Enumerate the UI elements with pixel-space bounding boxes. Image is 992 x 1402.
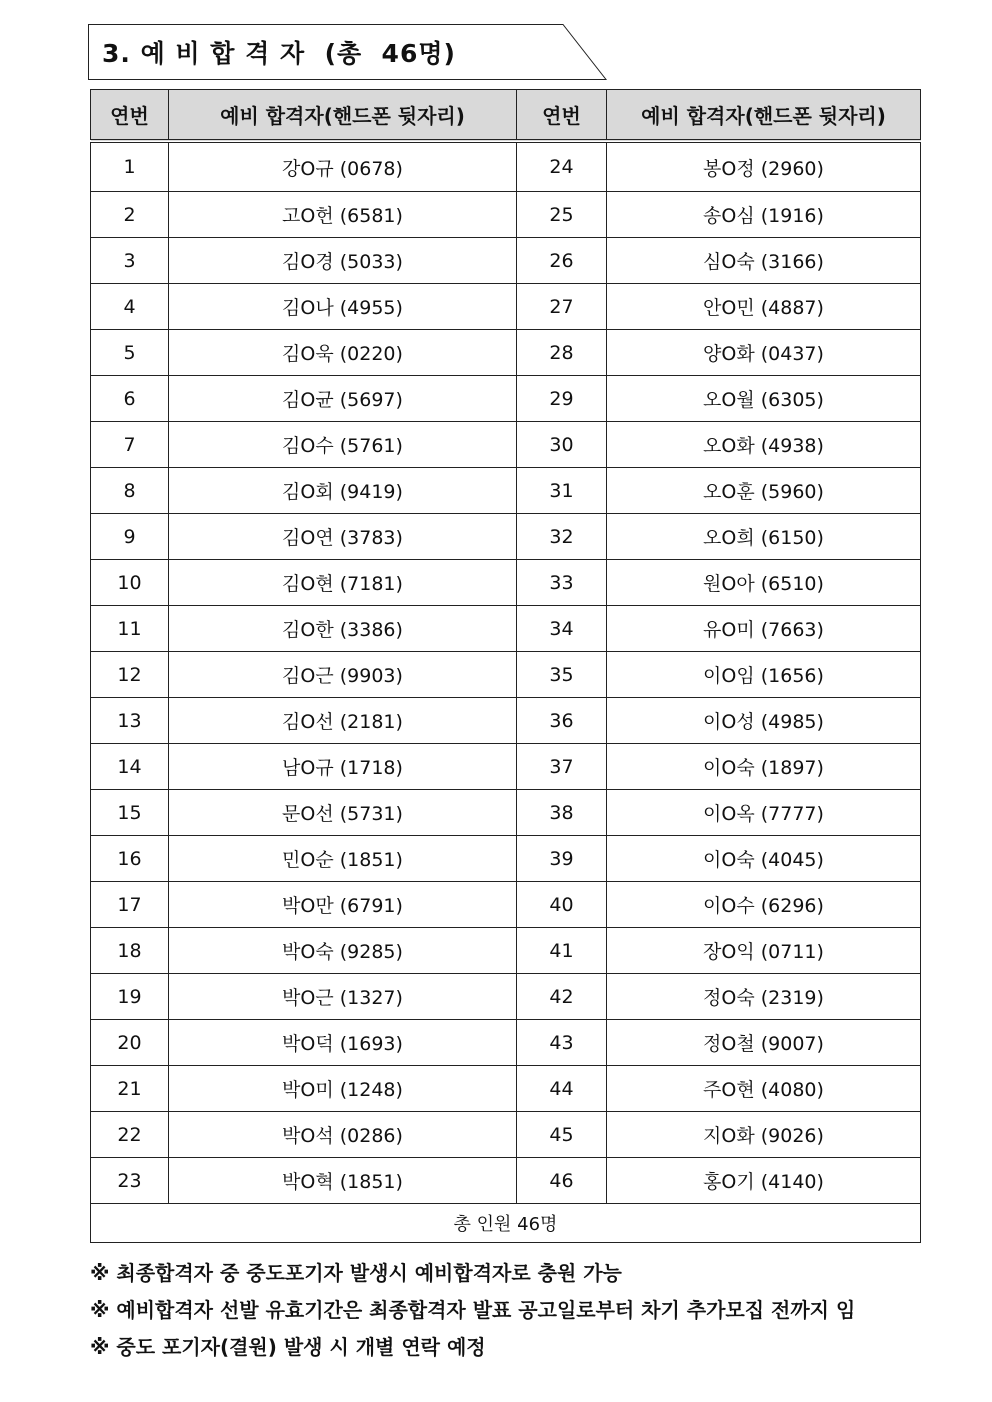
table-row <box>91 790 921 836</box>
table-row <box>91 192 921 238</box>
row-no-right: 25 <box>517 192 607 238</box>
row-no-left: 19 <box>91 974 169 1020</box>
row-name-left: 고O헌 (6581) <box>169 192 517 238</box>
row-name-left: 김O균 (5697) <box>169 376 517 422</box>
header-no-right: 연번 <box>517 90 607 142</box>
row-name-right: 이O임 (1656) <box>607 652 921 698</box>
row-name-left: 박O석 (0286) <box>169 1112 517 1158</box>
row-name-left: 김O욱 (0220) <box>169 330 517 376</box>
row-name-right: 심O숙 (3166) <box>607 238 921 284</box>
row-no-left: 5 <box>91 330 169 376</box>
row-no-left: 17 <box>91 882 169 928</box>
table-row <box>91 882 921 928</box>
table-row <box>91 141 921 192</box>
row-name-right: 원O아 (6510) <box>607 560 921 606</box>
row-no-right: 31 <box>517 468 607 514</box>
notes <box>90 1255 970 1366</box>
row-no-left: 14 <box>91 744 169 790</box>
row-name-left: 문O선 (5731) <box>169 790 517 836</box>
row-no-left: 18 <box>91 928 169 974</box>
row-no-left: 10 <box>91 560 169 606</box>
row-name-left: 김O수 (5761) <box>169 422 517 468</box>
row-no-right: 39 <box>517 836 607 882</box>
table-row <box>91 606 921 652</box>
row-no-right: 38 <box>517 790 607 836</box>
row-no-right: 44 <box>517 1066 607 1112</box>
note-item: ※ 중도 포기자(결원) 발생 시 개별 연락 예정 <box>90 1335 486 1359</box>
row-no-left: 6 <box>91 376 169 422</box>
table-row <box>91 422 921 468</box>
table-row <box>91 468 921 514</box>
row-no-left: 21 <box>91 1066 169 1112</box>
row-no-right: 43 <box>517 1020 607 1066</box>
row-name-left: 박O덕 (1693) <box>169 1020 517 1066</box>
row-name-right: 오O월 (6305) <box>607 376 921 422</box>
table-row <box>91 744 921 790</box>
row-name-left: 강O규 (0678) <box>169 141 517 192</box>
table-row <box>91 698 921 744</box>
header-no-left: 연번 <box>91 90 169 142</box>
row-name-right: 이O숙 (1897) <box>607 744 921 790</box>
row-name-right: 정O숙 (2319) <box>607 974 921 1020</box>
row-no-right: 30 <box>517 422 607 468</box>
row-no-left: 23 <box>91 1158 169 1204</box>
header-name-right: 예비 합격자(핸드폰 뒷자리) <box>607 90 921 142</box>
table-row <box>91 514 921 560</box>
row-no-right: 28 <box>517 330 607 376</box>
row-no-left: 1 <box>91 141 169 192</box>
row-no-left: 15 <box>91 790 169 836</box>
section-title-box <box>88 24 608 80</box>
row-name-right: 오O훈 (5960) <box>607 468 921 514</box>
row-no-right: 42 <box>517 974 607 1020</box>
row-no-left: 8 <box>91 468 169 514</box>
row-name-left: 박O미 (1248) <box>169 1066 517 1112</box>
row-name-left: 남O규 (1718) <box>169 744 517 790</box>
row-name-left: 김O경 (5033) <box>169 238 517 284</box>
row-name-right: 오O화 (4938) <box>607 422 921 468</box>
table-row <box>91 330 921 376</box>
row-no-left: 7 <box>91 422 169 468</box>
row-no-right: 45 <box>517 1112 607 1158</box>
row-name-left: 박O근 (1327) <box>169 974 517 1020</box>
table-row <box>91 1066 921 1112</box>
table-row <box>91 652 921 698</box>
row-name-right: 봉O정 (2960) <box>607 141 921 192</box>
row-name-right: 송O심 (1916) <box>607 192 921 238</box>
row-no-right: 26 <box>517 238 607 284</box>
row-name-right: 이O성 (4985) <box>607 698 921 744</box>
table-row <box>91 1112 921 1158</box>
table-row <box>91 560 921 606</box>
row-no-left: 2 <box>91 192 169 238</box>
row-no-left: 22 <box>91 1112 169 1158</box>
row-no-left: 3 <box>91 238 169 284</box>
row-name-left: 박O만 (6791) <box>169 882 517 928</box>
table-row <box>91 836 921 882</box>
row-no-left: 4 <box>91 284 169 330</box>
note-item: ※ 최종합격자 중 중도포기자 발생시 예비합격자로 충원 가능 <box>90 1261 622 1285</box>
header-name-left: 예비 합격자(핸드폰 뒷자리) <box>169 90 517 142</box>
row-name-left: 김O현 (7181) <box>169 560 517 606</box>
row-name-right: 이O숙 (4045) <box>607 836 921 882</box>
row-no-left: 20 <box>91 1020 169 1066</box>
row-no-right: 37 <box>517 744 607 790</box>
row-no-right: 41 <box>517 928 607 974</box>
table-row <box>91 974 921 1020</box>
row-no-right: 40 <box>517 882 607 928</box>
row-no-left: 13 <box>91 698 169 744</box>
row-name-left: 김O나 (4955) <box>169 284 517 330</box>
row-name-left: 김O근 (9903) <box>169 652 517 698</box>
row-name-left: 김O선 (2181) <box>169 698 517 744</box>
row-no-right: 36 <box>517 698 607 744</box>
row-name-left: 김O회 (9419) <box>169 468 517 514</box>
row-no-right: 32 <box>517 514 607 560</box>
row-no-left: 12 <box>91 652 169 698</box>
table-row <box>91 284 921 330</box>
row-no-left: 16 <box>91 836 169 882</box>
section-title: 3. 예 비 합 격 자 (총 46명) <box>102 39 456 68</box>
table-row <box>91 1158 921 1204</box>
row-no-right: 33 <box>517 560 607 606</box>
row-name-right: 오O희 (6150) <box>607 514 921 560</box>
table-row <box>91 928 921 974</box>
row-name-left: 민O순 (1851) <box>169 836 517 882</box>
row-no-right: 34 <box>517 606 607 652</box>
table-row <box>91 1020 921 1066</box>
row-name-right: 유O미 (7663) <box>607 606 921 652</box>
row-name-right: 정O철 (9007) <box>607 1020 921 1066</box>
table-total-row <box>91 1204 921 1243</box>
row-name-right: 장O익 (0711) <box>607 928 921 974</box>
row-name-left: 김O연 (3783) <box>169 514 517 560</box>
row-no-left: 11 <box>91 606 169 652</box>
row-name-left: 박O숙 (9285) <box>169 928 517 974</box>
row-name-right: 홍O기 (4140) <box>607 1158 921 1204</box>
row-no-right: 35 <box>517 652 607 698</box>
row-name-left: 박O혁 (1851) <box>169 1158 517 1204</box>
row-name-right: 이O옥 (7777) <box>607 790 921 836</box>
row-name-right: 안O민 (4887) <box>607 284 921 330</box>
row-no-right: 24 <box>517 141 607 192</box>
row-no-right: 46 <box>517 1158 607 1204</box>
row-no-right: 27 <box>517 284 607 330</box>
table-row <box>91 376 921 422</box>
row-name-right: 이O수 (6296) <box>607 882 921 928</box>
row-name-right: 양O화 (0437) <box>607 330 921 376</box>
row-name-right: 주O현 (4080) <box>607 1066 921 1112</box>
row-name-right: 지O화 (9026) <box>607 1112 921 1158</box>
row-no-right: 29 <box>517 376 607 422</box>
row-no-left: 9 <box>91 514 169 560</box>
row-name-left: 김O한 (3386) <box>169 606 517 652</box>
total-count: 총 인원 46명 <box>91 1204 921 1243</box>
table-row <box>91 238 921 284</box>
note-item: ※ 예비합격자 선발 유효기간은 최종합격자 발표 공고일로부터 차기 추가모집 전까지 임 <box>90 1298 856 1322</box>
table-header-row <box>91 90 921 142</box>
table-body <box>91 141 921 1204</box>
reserve-roster-table <box>90 89 921 1243</box>
